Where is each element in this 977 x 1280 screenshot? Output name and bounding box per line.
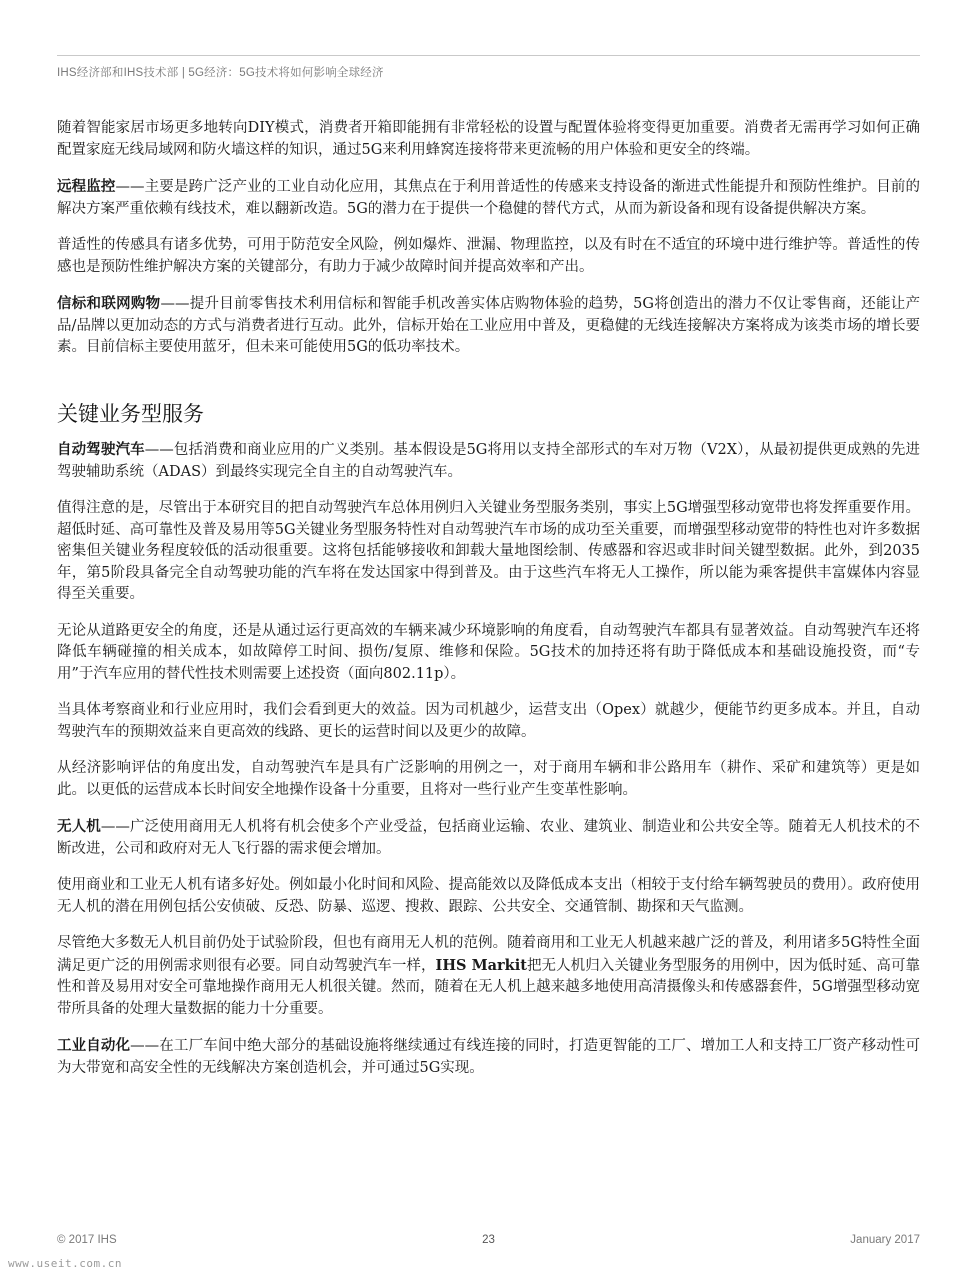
term-ihs-markit: IHS Markit [435, 956, 527, 974]
body-content [57, 118, 920, 1094]
footer-date: January 2017 [850, 1234, 920, 1246]
footer-copyright: © 2017 IHS [57, 1234, 117, 1246]
paragraph-safety: 无论从道路更安全的角度，还是从通过运行更高效的车辆来减少环境影响的角度看，自动驾驶汽车都具有显著效益。自动驾驶汽车还将降低车辆碰撞的相关成本，如故障停工时间、损伤/复原、维修和保险。5G技术的加持还将有助于降低成本和基础设施投资，而“专用”于汽车应用的替代性技术则需要上述投资（面向802.11p）。 [57, 622, 920, 682]
term-remote-monitoring: 远程监控 [57, 178, 116, 195]
page-number: 23 [482, 1234, 495, 1246]
header-rule [57, 55, 920, 56]
paragraph-smart-home: 随着智能家居市场更多地转向DIY模式，消费者开箱即能拥有非常轻松的设置与配置体验将变得更加重要。消费者无需再学习如何正确配置家庭无线局域网和防火墙这样的知识，通过5G来利用蜂窝连接将带来更流畅的用户体验和更安全的终端。 [57, 120, 920, 158]
text-beacons: ——提升目前零售技术利用信标和智能手机改善实体店购物体验的趋势，5G将创造出的潜力不仅让零售商，还能让产品/品牌以更加动态的方式与消费者进行互动。此外，信标开始在工业应用中普及，更稳健的无线连接解决方案将成为该类市场的增长要素。目前信标主要使用蓝牙，但未来可能使用5G的低功率技术。 [57, 296, 920, 355]
page-footer [57, 1234, 920, 1250]
paragraph-beacons [57, 293, 920, 359]
paragraph-drone-trials [57, 933, 920, 1020]
paragraph-industrial-automation [57, 1035, 920, 1079]
section-title: 关键业务型服务 [57, 401, 204, 426]
paragraph-drones [57, 816, 920, 860]
running-header: IHS经济部和IHS技术部 | 5G经济：5G技术将如何影响全球经济 [57, 67, 384, 79]
text-autonomous-vehicles: ——包括消费和商业应用的广义类别。基本假设是5G将用以支持全部形式的车对万物（V2X），从最初提供更成熟的先进驾驶辅助系统（ADAS）到最终实现完全自主的自动驾驶汽车。 [57, 442, 920, 480]
text-drone-trials-b: 把无人机归入关键业务型服务的用例中，因为低时延、高可靠性和普及易用对安全可靠地操作商用无人机很关键。然而，随着在无人机上越来越多地使用高清摄像头和传感器套件，5G增强型移动宽带所具备的处理大量数据的能力十分重要。 [57, 957, 921, 1017]
text-drones: ——广泛使用商用无人机将有机会使多个产业受益，包括商业运输、农业、建筑业、制造业和公共安全等。随着无人机技术的不断改进，公司和政府对无人飞行器的需求便会增加。 [57, 819, 921, 857]
text-remote-monitoring: ——主要是跨广泛产业的工业自动化应用，其焦点在于利用普适性的传感来支持设备的渐进式性能提升和预防性维护。目前的解决方案严重依赖有线技术，难以翻新改造。5G的潜力在于提供一个稳健的替代方式，从而为新设备和现有设备提供解决方案。 [57, 179, 921, 217]
watermark: www.useit.com.cn [8, 1257, 122, 1270]
paragraph-drone-benefits: 使用商业和工业无人机有诸多好处。例如最小化时间和风险、提高能效以及降低成本支出（相较于支付给车辆驾驶员的费用）。政府使用无人机的潜在用例包括公安侦破、反恐、防暴、巡逻、搜救、跟踪、公共安全、交通管制、勘探和天气监测。 [57, 877, 920, 915]
term-industrial-automation: 工业自动化 [57, 1037, 131, 1054]
text-drone-trials-a: 尽管绝大多数无人机目前仍处于试验阶段，但也有商用无人机的范例。随着商用和工业无人机越来越广泛的普及，利用诸多5G特性全面满足更广泛的用例需求则很有必要。同自动驾驶汽车一样， [57, 935, 920, 974]
paragraph-remote-monitoring [57, 176, 920, 220]
term-beacons: 信标和联网购物 [57, 295, 161, 312]
paragraph-note: 值得注意的是，尽管出于本研究目的把自动驾驶汽车总体用例归入关键业务型服务类别，事实上5G增强型移动宽带也将发挥重要作用。超低时延、高可靠性及普及易用等5G关键业务型服务特性对自动驾驶汽车市场的成功至关重要，而增强型移动宽带的特性也对许多数据密集但关键业务程度较低的活动很重要。这将包括能够接收和卸载大量地图绘制、传感器和容迟或非时间关键型数据。此外，到2035年，第5阶段具备完全自动驾驶功能的汽车将在发达国家中得到普及。由于这些汽车将无人工操作，所以能为乘客提供丰富媒体内容显得至关重要。 [57, 500, 920, 602]
paragraph-commercial-benefits: 当具体考察商业和行业应用时，我们会看到更大的效益。因为司机越少，运营支出（Opex）就越少，便能节约更多成本。并且，自动驾驶汽车的预期效益来自更高效的线路、更长的运营时间以及更少的故障。 [57, 702, 920, 740]
text-industrial-automation: ——在工厂车间中绝大部分的基础设施将继续通过有线连接的同时，打造更智能的工厂、增加工人和支持工厂资产移动性可为大带宽和高安全性的无线解决方案创造机会，并可通过5G实现。 [57, 1038, 921, 1076]
term-autonomous-vehicles: 自动驾驶汽车 [57, 441, 145, 458]
paragraph-autonomous-vehicles [57, 439, 920, 483]
term-drones: 无人机 [57, 818, 101, 835]
paragraph-sensing: 普适性的传感具有诸多优势，可用于防范安全风险，例如爆炸、泄漏、物理监控，以及有时在不适宜的环境中进行维护等。普适性的传感也是预防性维护解决方案的关键部分，有助力于减少故障时间并提高效率和产出。 [57, 237, 920, 275]
paragraph-economic-impact: 从经济影响评估的角度出发，自动驾驶汽车是具有广泛影响的用例之一，对于商用车辆和非公路用车（耕作、采矿和建筑等）更是如此。以更低的运营成本长时间安全地操作设备十分重要，且将对一些行业产生变革性影响。 [57, 760, 920, 798]
